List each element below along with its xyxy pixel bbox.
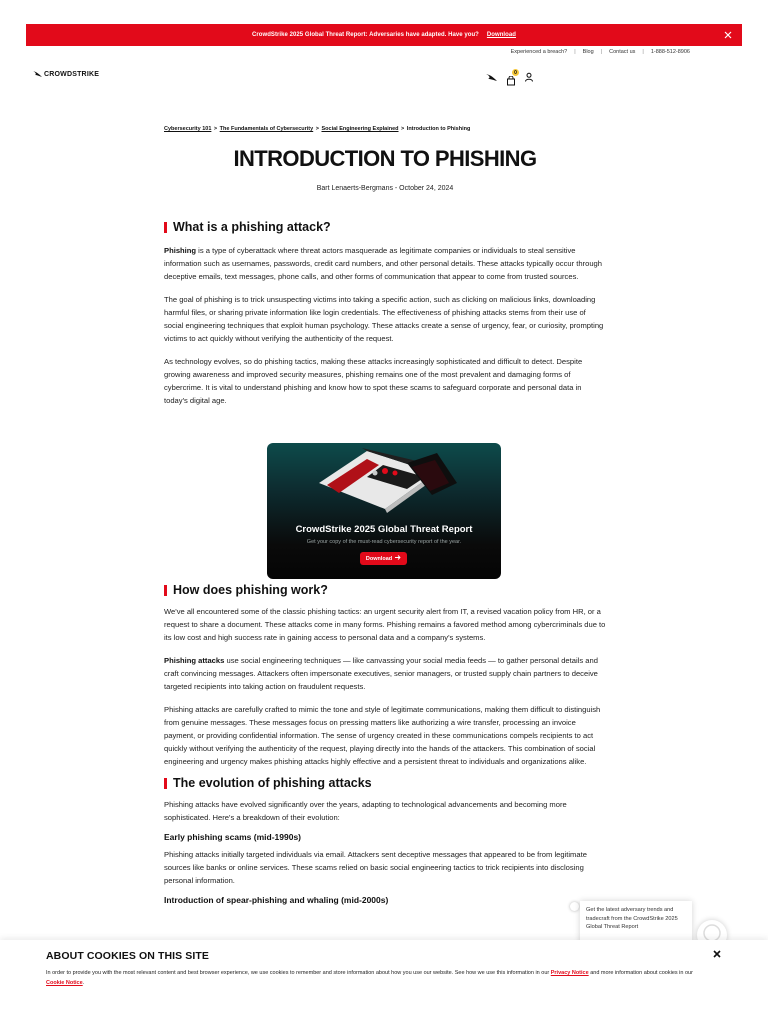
falcon-icon[interactable] [486, 69, 498, 87]
section-heading-text: How does phishing work? [173, 583, 328, 597]
section-heading [164, 583, 606, 597]
utility-link-breach[interactable]: Experienced a breach? [510, 49, 568, 55]
promo-button-label: Download [365, 555, 393, 562]
alert-banner [26, 24, 742, 46]
page-title: INTRODUCTION TO PHISHING [233, 146, 537, 171]
cart-count-badge: 0 [512, 69, 519, 76]
paragraph: Phishing attacks are carefully crafted to mimic the tone and style of legitimate communications, making them difficult to distinguish from genuine messages. These messages focus on pressing matters like authorizing a wire transfer, processing an invoice payment, or providing confidential information. The sense of urgency created in these communications compels recipients to act quickly without verifying the authenticity of the request, playing directly into the hands of the attackers. This combination of social engineering and urgency makes phishing attacks highly effective and a persistent threat to individuals and organizations alike. [164, 705, 601, 766]
threat-report-popup[interactable]: Get the latest adversary trends and tradecraft from the CrowdStrike 2025 Global Threat Report [580, 901, 692, 945]
header-icons [486, 69, 534, 87]
alert-text: CrowdStrike 2025 Global Threat Report: Adversaries have adapted. Have you? [252, 32, 479, 38]
divider: | [642, 49, 644, 55]
paragraph: As technology evolves, so do phishing tactics, making these attacks increasingly sophisticated and difficult to detect. Despite growing awareness and improved security measures, phishing remains one of the most prevalent and damaging forms of cybercrime. It is vital to understand phishing and know how to spot these scams to safeguard corporate and personal data in today's digital age. [164, 357, 583, 405]
close-icon[interactable] [721, 28, 735, 42]
promo-title: CrowdStrike 2025 Global Threat Report [295, 524, 473, 535]
cookie-notice-link[interactable]: Cookie Notice [46, 979, 83, 986]
breadcrumb-link[interactable]: Social Engineering Explained [321, 126, 399, 132]
accent-bar [164, 585, 167, 596]
paragraph-text: use social engineering techniques — like canvassing your social media feeds — to gather personal details and craft convincing messages. Attackers often impersonate executives, senior managers, or trusted supply chain partners to deceive targeted recipients into taking action on fraudulent requests. [164, 656, 598, 691]
cookie-text-a: In order to provide you with the most relevant content and best browser experience, we use cookies to remember and store information about how you use our website. See how we use this information in our [46, 970, 551, 976]
privacy-notice-link[interactable]: Privacy Notice [550, 970, 589, 976]
section-heading-text: What is a phishing attack? [173, 220, 331, 234]
accent-bar [164, 222, 167, 233]
breadcrumb-separator: > [401, 126, 405, 132]
crowdstrike-logo[interactable] [33, 70, 99, 78]
arrow-right-icon [395, 555, 401, 562]
sub-heading: Introduction of spear-phishing and whaling (mid-2000s) [164, 895, 389, 905]
utility-link-contact[interactable]: Contact us [609, 49, 636, 55]
threat-report-promo[interactable] [267, 443, 501, 579]
divider: | [600, 49, 603, 55]
user-icon[interactable] [524, 69, 534, 87]
paragraph: We've all encountered some of the classic phishing tactics: an urgent security alert from IT, a revised vacation policy from HR, or a request to share a document. These attacks come in many forms. Phishing remains a favored method among cybercriminals due to its low cost and high success rate in gaining access to personal data and a company's systems. [164, 607, 606, 642]
breadcrumb-link[interactable]: The Fundamentals of Cybersecurity [219, 126, 314, 132]
section-heading [164, 220, 606, 234]
breadcrumb-separator: > [213, 126, 218, 132]
paragraph-text: is a type of cyberattack where threat actors masquerade as legitimate companies or individuals to steal sensitive information such as usernames, passwords, credit card numbers, and other personal details. These attacks typically occur through deceptive emails, text messages, phone calls, and other forms of communication that appear to come from trusted sources. [164, 246, 602, 281]
paragraph: Phishing attacks initially targeted individuals via email. Attackers sent deceptive messages that appeared to be from legitimate sources like banks or online services. These scams relied on basic social engineering tactics to trick recipients into disclosing personal information. [164, 850, 587, 885]
utility-link-phone[interactable]: 1-888-512-8906 [650, 49, 690, 55]
alert-download-link[interactable]: Download [486, 32, 516, 38]
cookie-title: ABOUT COOKIES ON THIS SITE [46, 950, 210, 962]
sub-heading: Early phishing scams (mid-1990s) [164, 832, 301, 842]
logo-text: CROWDSTRIKE [44, 70, 100, 78]
cookie-text-c: . [82, 979, 85, 986]
paragraph: The goal of phishing is to trick unsuspecting victims into taking a specific action, such as clicking on malicious links, downloading harmful files, or sharing private information like login credentials. The effectiveness of phishing attacks stems from their use of social engineering techniques that exploit human psychology. These attacks create a sense of urgency, fear, or curiosity, prompting victims to act quickly without verifying the authenticity of the request. [164, 295, 604, 343]
promo-download-button[interactable] [360, 552, 407, 565]
cookie-text [46, 969, 706, 988]
falcon-icon [33, 70, 43, 78]
breadcrumb-current: Introduction to Phishing [406, 126, 471, 132]
breadcrumb [164, 126, 606, 132]
close-icon[interactable] [711, 948, 723, 960]
breadcrumb-separator: > [315, 126, 319, 132]
utility-link-blog[interactable]: Blog [582, 49, 594, 55]
paragraph [164, 654, 606, 693]
cart-icon[interactable] [506, 69, 517, 83]
paragraph [164, 244, 606, 283]
paragraph: Phishing attacks have evolved significantly over the years, adapting to technological advancements and becoming more sophisticated. Here's a breakdown of their evolution: [164, 800, 567, 822]
byline: Bart Lenaerts-Bergmans - October 24, 2024 [316, 185, 454, 192]
divider: | [574, 49, 576, 55]
utility-nav [511, 49, 690, 55]
cookie-text-b: and more information about cookies in our [588, 970, 693, 976]
popup-dismiss-dot[interactable] [570, 902, 579, 911]
bold-term: Phishing [164, 246, 197, 255]
section-heading-text: The evolution of phishing attacks [173, 776, 372, 790]
bold-term: Phishing attacks [164, 656, 225, 665]
section-heading [164, 776, 606, 790]
report-cover-image [267, 443, 501, 523]
breadcrumb-link[interactable]: Cybersecurity 101 [164, 126, 212, 132]
accent-bar [164, 778, 167, 789]
promo-subtitle: Get your copy of the must-read cybersecurity report of the year. [306, 539, 462, 545]
cookie-banner [0, 940, 768, 1024]
